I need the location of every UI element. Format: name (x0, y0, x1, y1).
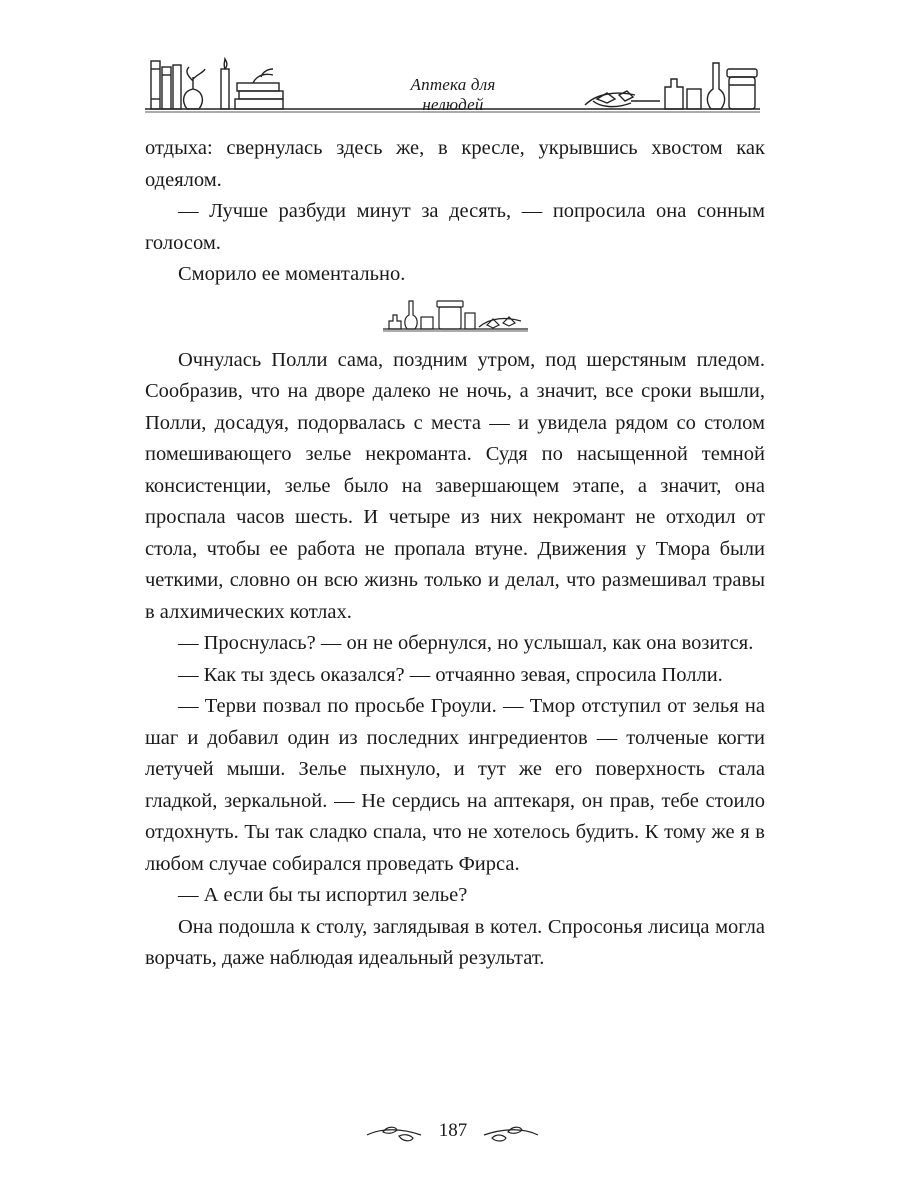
paragraph: Сморило ее моментально. (178, 263, 406, 285)
paragraph: — Терви позвал по просьбе Гроули. — Тмор отступил от зелья на шаг и добавил один из последних ингредиентов — толченые когти летучей мыши. Зелье пыхнуло, и тут же его поверхность стала гладкой, зеркальной. — Не сердись на аптекаря, он прав, тебе стоило отдохнуть. Ты так сладко спала, что не хотелось будить. К тому же я в любом случае собирался проведать Фирса. (145, 695, 765, 875)
left-leaf-ornament-icon (365, 1124, 423, 1146)
jars-ornament-icon (383, 295, 528, 335)
paragraph: отдыха: свернулась здесь же, в кресле, укрывшись хвостом как одеялом. (145, 137, 765, 191)
page-footer (365, 1118, 540, 1148)
body-text (145, 133, 765, 975)
paragraph: Она подошла к столу, заглядывая в котел. Спросонья лисица могла ворчать, даже наблюдая идеальный результат. (145, 915, 765, 969)
page-number: 187 (438, 1120, 468, 1141)
paragraph: Очнулась Полли сама, поздним утром, под шерстяным пледом. Сообразив, что на дворе далеко не ночь, а значит, все сроки вышли, Полли, досадуя, подорвалась с места — и увидела рядом со столом помешивающего зелье некроманта. Судя по насыщенной темной консистенции, зелье было на завершающем этапе, а значит, она проспала часов шесть. И четыре из них некромант не отходил от стола, чтобы ее работа не пропала втуне. Движения у Тмора были четкими, словно он всю жизнь только и делал, что размешивал травы в алхимических котлах. (145, 348, 765, 623)
paragraph: — Проснулась? — он не обернулся, но услышал, как она возится. (178, 632, 754, 654)
right-leaf-ornament-icon (482, 1124, 540, 1146)
running-header (145, 55, 760, 125)
paragraph: — Лучше разбуди минут за десять, — попросила она сонным голосом. (145, 200, 765, 254)
running-header-title: Аптека для нелюдей (410, 75, 496, 114)
section-divider (145, 291, 765, 345)
paragraph: — А если бы ты испортил зелье? (178, 884, 468, 906)
paragraph: — Как ты здесь оказался? — отчаянно зевая, спросила Полли. (178, 663, 723, 686)
